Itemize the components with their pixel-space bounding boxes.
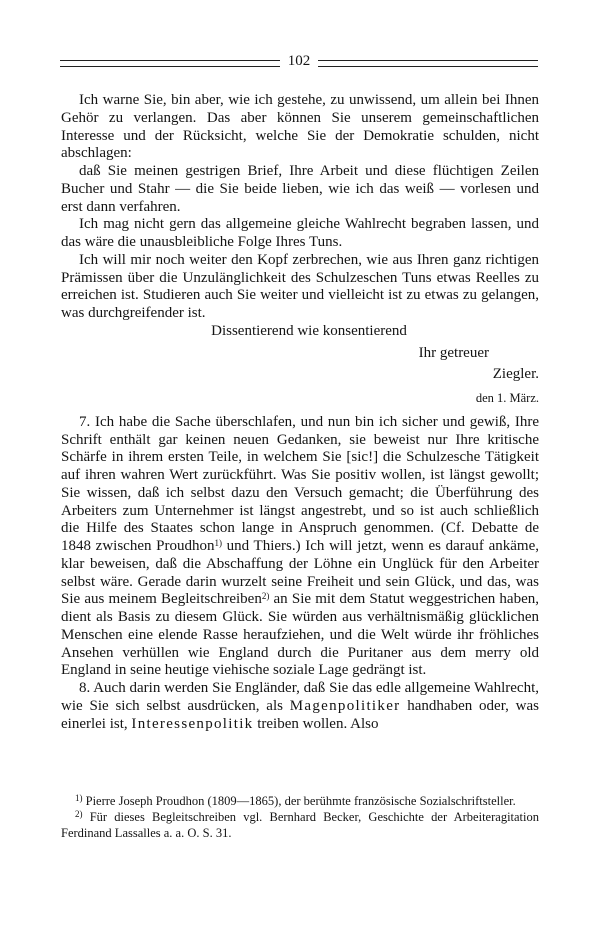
paragraph: Ich warne Sie, bin aber, wie ich gestehe, zu unwissend, um allein bei Ihnen Gehör zu verlangen. Das aber können Sie unserem gemeinschaftlichen Interesse und der Rücksicht, welche Sie der Demokratie schulden, nicht abschlagen: <box>61 92 539 162</box>
header-rule-right <box>318 60 538 67</box>
paragraph-text: handhaben oder, was einerlei ist, <box>61 697 539 732</box>
paragraph-8 <box>61 680 539 733</box>
page-header <box>60 52 538 74</box>
emphasis: Interessenpolitik <box>131 715 254 732</box>
footnote-text: Für dieses Begleitschreiben vgl. Bernhard Becker, Geschichte der Arbeiteragitation Ferdinand Lassalles a. a. O. S. 31. <box>61 810 540 840</box>
paragraph-text: an Sie mit dem Statut weggestrichen haben, dient als Basis zu diesem Glück. Sie würden aus verhältnismäßig glücklichen Menschen eine elende Rasse heraufziehen, und die Welt würde ihr fröhliches Ansehen verhüllen wie England durch die Puritaner aus dem merry old England in seine heutige viehische soziale Lage gedrängt ist. <box>61 591 539 679</box>
header-rule-left <box>60 60 280 67</box>
paragraph-text: und Thiers.) Ich will jetzt, wenn es darauf ankäme, klar beweisen, daß die Abschaffung der Löhne ein Unglück für den Arbeiter selbst wäre. Gerade darin wurzelt seine Freiheit und sein Glück, und das, was Sie aus meinem Begleitschreiben <box>61 538 539 608</box>
paragraph-7 <box>61 414 539 680</box>
footnote-text: Pierre Joseph Proudhon (1809—1865), der berühmte französische Sozialschriftsteller. <box>85 794 516 808</box>
paragraph-text: treiben wollen. Also <box>253 715 379 732</box>
footnote <box>61 809 539 841</box>
footnote <box>61 793 539 809</box>
footnote-ref: 2) <box>261 591 270 602</box>
footnotes <box>61 793 539 841</box>
paragraph-text: 7. Ich habe die Sache überschlafen, und nun bin ich sicher und gewiß, Ihre Schrift enthält gar keinen neuen Gedanken, sie beweist nur Ihre kritische Schärfe in ihrem ersten Teile, in welchem Sie [sic!] die Schulzesche Tätigkeit auf ihren wahren Wert zurückführt. Was Sie positiv wollen, ist längst gewollt; Sie wissen, daß ich selbst dazu den Versuch gemacht; die Überführung des Arbeiters zum Unternehmer ist längst angestrebt, und so ist auch schließlich die Hilfe des Staates schon lange in Anspruch genommen. (Cf. Debatte de 1848 zwischen Proudhon <box>61 413 539 554</box>
letter-signature: Ziegler. <box>492 366 539 383</box>
paragraph: Ich will mir noch weiter den Kopf zerbrechen, wie aus Ihren ganz richtigen Prämissen über die Unzulänglichkeit des Schulzeschen Tuns etwas Reelles zu erreichen ist. Studieren auch Sie weiter und vielleicht ist zu etwas zu gelangen, was durchgreifender ist. <box>61 251 539 321</box>
letter-closing: Ihr getreuer <box>418 344 489 361</box>
paragraph: Ich mag nicht gern das allgemeine gleiche Wahlrecht begraben lassen, und das wäre die unausbleibliche Folge Ihres Tuns. <box>61 216 539 250</box>
footnote-mark: 1) <box>75 793 83 803</box>
paragraph: daß Sie meinen gestrigen Brief, Ihre Arbeit und diese flüchtigen Zeilen Bucher und Stahr — die Sie beide lieben, wie ich das weiß — vorlesen und erst dann verfahren. <box>61 163 539 215</box>
page-number: 102 <box>287 53 311 69</box>
footnote-mark: 2) <box>75 809 83 819</box>
footnote-ref: 1) <box>214 538 222 548</box>
body-text <box>61 92 539 733</box>
paragraph-text: 8. Auch darin werden Sie Engländer, daß Sie das edle allgemeine Wahlrecht, wie Sie sich selbst ausdrücken, als <box>61 680 539 714</box>
letter-salutation: Dissentierend wie konsentierend <box>211 322 407 339</box>
letter-date: den 1. März. <box>475 391 539 405</box>
emphasis: Magenpolitiker <box>289 697 401 714</box>
